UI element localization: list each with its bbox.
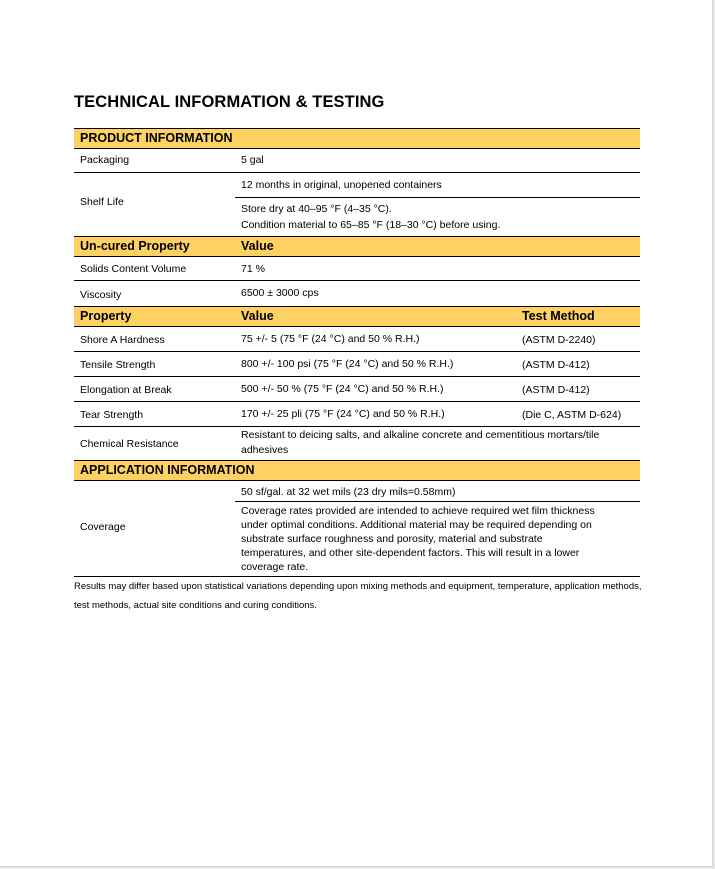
uncured-header [74, 237, 640, 257]
uncured-value: 6500 ± 3000 cps [241, 287, 319, 299]
property-label: Tensile Strength [80, 359, 156, 371]
shelf-life-line: Store dry at 40–95 °F (4–35 °C). [241, 203, 392, 215]
property-header-value: Value [241, 309, 274, 323]
packaging-label: Packaging [80, 154, 130, 166]
uncured-label: Solids Content Volume [80, 263, 187, 275]
shelf-life-row [74, 173, 640, 237]
uncured-label: Viscosity [80, 289, 122, 301]
property-label: Tear Strength [80, 409, 144, 421]
chemical-resistance-line: adhesives [241, 444, 289, 456]
coverage-row [74, 481, 640, 577]
property-method: (ASTM D-2240) [522, 334, 596, 346]
coverage-line: substrate surface roughness and porosity, material and substrate [241, 533, 543, 545]
footnote-line: test methods, actual site conditions and curing conditions. [74, 600, 317, 611]
packaging-value: 5 gal [241, 154, 264, 166]
shelf-life-line: Condition material to 65–85 °F (18–30 °C) before using. [241, 219, 501, 231]
application-header-label: APPLICATION INFORMATION [80, 463, 255, 477]
property-method: (ASTM D-412) [522, 359, 590, 371]
coverage-line: coverage rate. [241, 561, 309, 573]
property-value: 75 +/- 5 (75 °F (24 °C) and 50 % R.H.) [241, 333, 420, 345]
property-value: 170 +/- 25 pli (75 °F (24 °C) and 50 % R.H.) [241, 408, 445, 420]
application-header [74, 461, 640, 481]
coverage-paragraph [241, 504, 621, 574]
property-method: (ASTM D-412) [522, 384, 590, 396]
coverage-line: Coverage rates provided are intended to achieve required wet film thickness [241, 505, 595, 517]
property-label: Shore A Hardness [80, 334, 165, 346]
shelf-life-line: 12 months in original, unopened containers [241, 179, 442, 191]
footnote [74, 577, 644, 615]
property-row [74, 402, 640, 427]
property-method: (Die C, ASTM D-624) [522, 409, 622, 421]
property-row [74, 327, 640, 352]
property-value: 500 +/- 50 % (75 °F (24 °C) and 50 % R.H.) [241, 383, 444, 395]
property-header-label: Property [80, 309, 132, 323]
coverage-label: Coverage [80, 521, 126, 533]
property-row [74, 352, 640, 377]
uncured-header-value: Value [241, 239, 274, 253]
property-header-method: Test Method [522, 309, 595, 323]
uncured-value: 71 % [241, 263, 265, 275]
coverage-divider [235, 501, 640, 502]
uncured-header-property: Un-cured Property [80, 239, 190, 253]
technical-table [74, 128, 640, 577]
coverage-first-line: 50 sf/gal. at 32 wet mils (23 dry mils=0.58mm) [241, 486, 456, 498]
property-value: 800 +/- 100 psi (75 °F (24 °C) and 50 % R.H.) [241, 358, 454, 370]
uncured-row [74, 281, 640, 307]
chemical-resistance-row [74, 427, 640, 461]
coverage-line: under optimal conditions. Additional material may be required depending on [241, 519, 592, 531]
shelf-life-label: Shelf Life [80, 196, 124, 208]
page-title: TECHNICAL INFORMATION & TESTING [74, 93, 385, 111]
footnote-line: Results may differ based upon statistical variations depending upon mixing methods and equipment, temperature, application methods, [74, 581, 642, 592]
chemical-resistance-label: Chemical Resistance [80, 438, 179, 450]
product-info-header-label: PRODUCT INFORMATION [80, 131, 233, 145]
packaging-row [74, 149, 640, 173]
chemical-resistance-line: Resistant to deicing salts, and alkaline concrete and cementitious mortars/tile [241, 429, 600, 441]
property-label: Elongation at Break [80, 384, 172, 396]
property-header [74, 307, 640, 327]
coverage-line: temperatures, and other site-dependent factors. This will result in a lower [241, 547, 580, 559]
uncured-row [74, 257, 640, 281]
property-row [74, 377, 640, 402]
product-info-header [74, 128, 640, 149]
shelf-life-divider [235, 197, 640, 198]
